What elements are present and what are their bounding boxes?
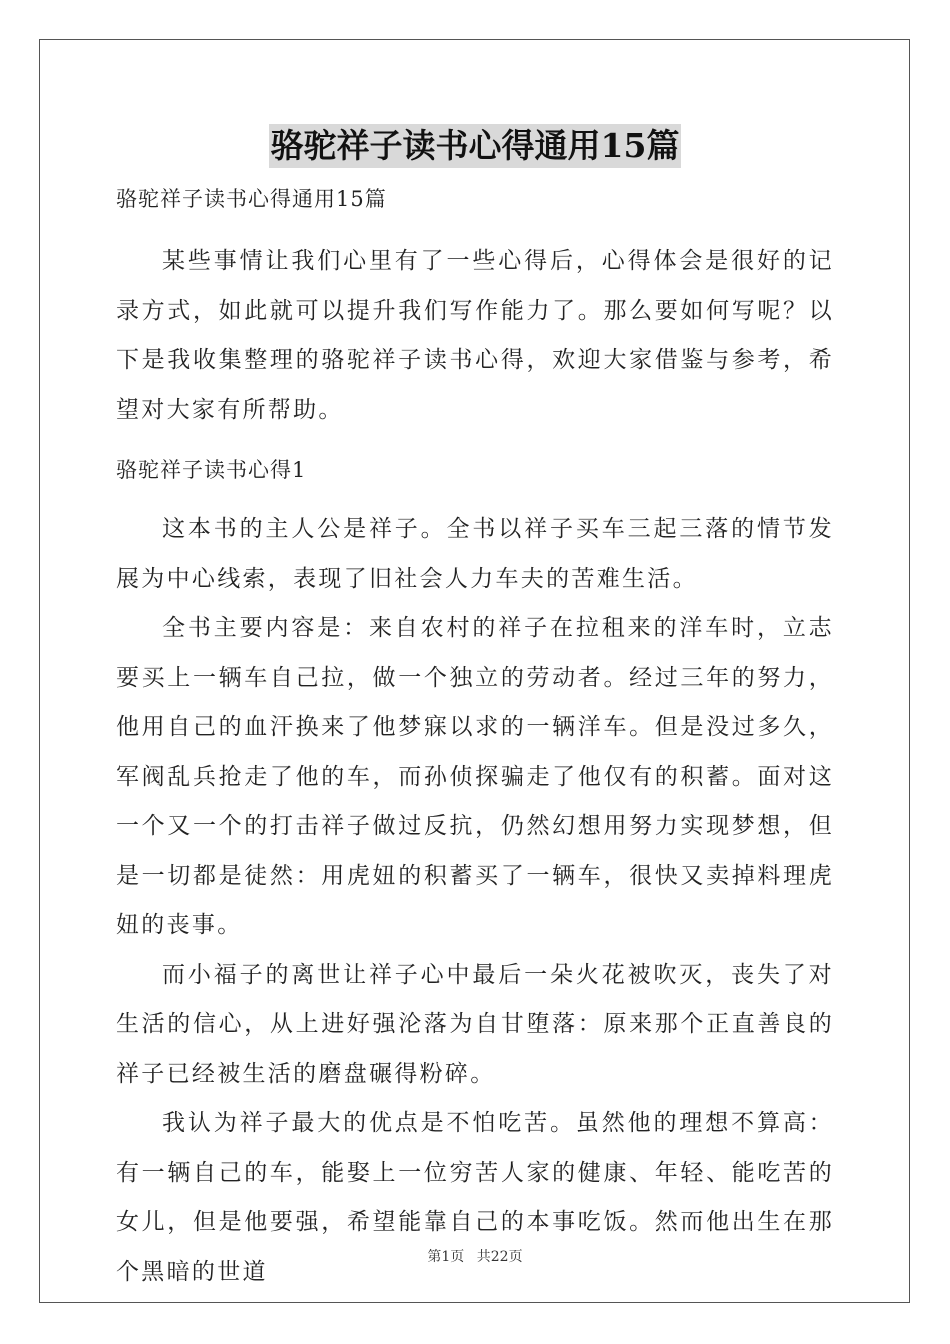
document-subtitle: 骆驼祥子读书心得通用15篇 (116, 187, 387, 211)
body-paragraph: 而小福子的离世让祥子心中最后一朵火花被吹灭，丧失了对生活的信心，从上进好强沦落为自甘堕落：原来那个正直善良的祥子已经被生活的磨盘碾得粉碎。 (116, 961, 834, 1087)
page-total: 共22页 (476, 1249, 523, 1265)
intro-paragraph: 某些事情让我们心里有了一些心得后，心得体会是很好的记录方式，如此就可以提升我们写作能力了。那么要如何写呢？以下是我收集整理的骆驼祥子读书心得，欢迎大家借鉴与参考，希望对大家有所帮助。 (116, 248, 834, 423)
body-paragraph: 我认为祥子最大的优点是不怕吃苦。虽然他的理想不算高：有一辆自己的车，能娶上一位穷苦人家的健康、年轻、能吃苦的女儿，但是他要强，希望能靠自己的本事吃饭。然而他出生在那个黑暗的世道 (116, 1110, 834, 1285)
page-number: 第1页 (427, 1249, 465, 1265)
document-title: 骆驼祥子读书心得通用15篇 (269, 124, 682, 168)
page-footer (0, 1246, 950, 1266)
title-wrap (0, 124, 950, 168)
body-paragraph: 这本书的主人公是祥子。全书以祥子买车三起三落的情节发展为中心线索，表现了旧社会人力车夫的苦难生活。 (116, 516, 834, 592)
document-body (116, 184, 834, 1297)
body-paragraph: 全书主要内容是：来自农村的祥子在拉租来的洋车时，立志要买上一辆车自己拉，做一个独立的劳动者。经过三年的努力，他用自己的血汗换来了他梦寐以求的一辆洋车。但是没过多久，军阀乱兵抢走了他的车，而孙侦探骗走了他仅有的积蓄。面对这一个又一个的打击祥子做过反抗，仍然幻想用努力实现梦想，但是一切都是徒然：用虎妞的积蓄买了一辆车，很快又卖掉料理虎妞的丧事。 (116, 615, 834, 938)
section-heading: 骆驼祥子读书心得1 (116, 458, 307, 482)
